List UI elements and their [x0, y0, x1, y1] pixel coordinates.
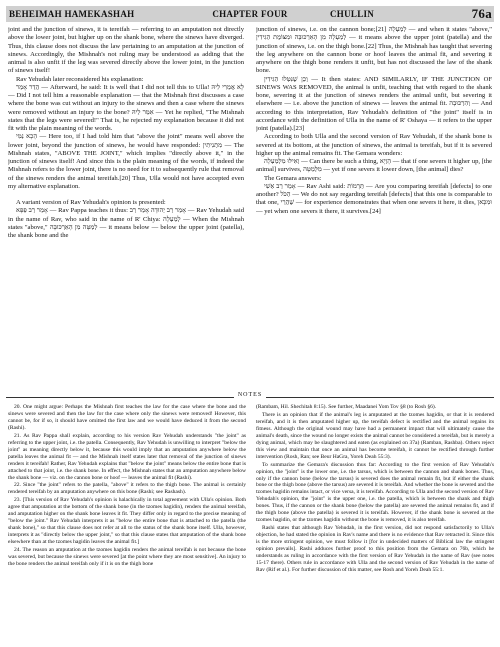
text-paragraph: אָמַר רַב פַּפָּא — Rav Pappa teaches it thus: אָמַר רַב יְהוּדָה אָמַר רַב — Rav Yehudah said in the name of Rav, who said in the name of R' Chiya: לְמַעְלָה — When the Mishnah states "above," לְמַטָּה מִן הָאַרְכּוּבָּה — it means below — below the upper joint (patella), the shank bone and the — [8, 207, 244, 239]
text-paragraph: Rav Yehudah later reconsidered his explanation: — [16, 75, 144, 83]
main-text-left-column — [8, 26, 244, 404]
note-paragraph: There is an opinion that if the animal's leg is amputated at the tzomes hagidin, or that it is rendered tereifah, and it is then amputated higher up, the tereifah defect is rectified and the animal regains its fitness. Although the original wound may have had a permanent impact that will ultimately cause the animal's death, since the wound no longer exists the animal cannot be considered a tereifah, but is merely a dying animal, which may be slaughtered and eaten (as explained on 37a) (Ramban, Rashba). Others reject this view and maintain that once an animal has become tereifah, it cannot be rectified through further intervention (Rosh, Ran; see Beur HaGra, Yoreh Deah 55:3). — [256, 411, 494, 460]
text-paragraph: הֲדַר אָמַר — Afterward, he said: It is well that I did not tell this to Ulla! לָא אֲמַרִי לִיהּ — Did I not tell him a reasonable explanation — that the Mishnah first discusses a case where the bone was cut without an injury to the sinews and then a case where the sinews were removed without an injury to the bone? אִמַּר לֵיהּ — Yet he replied, "The Mishnah states that the legs were severed!" That is, he rejected my explanation because it did not fit with the plain meaning of the words. — [8, 83, 244, 132]
note-paragraph: 24. The reason an amputation at the tzomes hagidin renders the animal tereifah is not because the bone was severed, but because the sinews were severed [at the point where they are most sensitive]. An injury to the bone renders the animal tereifah only if it is on the thigh bone — [8, 547, 246, 567]
note-paragraph: 21. As Rav Pappa shall explain, according to his version Rav Yehudah understands "the joint" as referring to the upper joint, i.e. the patella. Consequently, Rav Yehudah is unwilling to interpret "below the joint" as meaning directly below it, because this would imply that an amputation anywhere below the patella leaves the animal fit — and the Mishnah itself states later that removal of the junction of sinews renders it tereifah! Rather, Rav Yehudah explains that "below the joint" means below the entire bone that is attached to that joint, i.e. the shank bone. In effect, the Mishnah states that an amputation anywhere below the shank bone — viz. on the cannon bone or hoof — leaves the animal fit (Rashi). — [8, 432, 246, 481]
notes-left-column — [8, 404, 246, 644]
notes-heading — [0, 392, 500, 398]
note-paragraph: 23. [This version of Rav Yehudah's opinion is halachically in total agreement with Ulla's opinion. Both agree that amputation at the bottom of the shank bone (in the tzomes hagidin), renders the animal tereifah, and amputation higher on the shank bone leaves it fit. They differ only in regard to the precise meaning of "below the joint." Rav Yehudah interprets it as "below the entire bone that is attached to the patella (the shank bone)," so that this clause does not refer at all to the status of the shank bone itself. Ulla, however, interprets it as "directly below the upper joint," so that this clause states that amputation of the shank bone elsewhere than at the tzomes hagidin leaves the animal fit.] — [8, 497, 246, 546]
note-paragraph: To summarize the Gemara's discussion thus far: According to the first version of Rav Yehudah's opinion, the "joint" is the lower one, i.e. the tarsus, which is between the cannon and shank bones. Thus, only if the cannon bone (below the tarsus) is severed does the animal remain fit, but if either the shank bone or the thigh bone (above the tarsus) are severed it is tereifah. And whether the bone is severed and the tzomes hagidin remains intact, or vice versa, it is tereifah. According to Ulla and the second version of Rav Yehudah's opinion, the "joint" is the upper one, i.e. the patella, which is between the shank and thigh bones. Thus, if the cannon or the shank bone (below the patella) are severed the animal remains fit, and if the thigh bone (above the patella) is severed it is tereifah. However, if the shank bone is severed at the tzomes hagidin, or the tzomes hagidin without the bone is removed, it is also tereifah. — [256, 461, 494, 524]
text-paragraph: junction of sinews, i.e. on the cannon bone;[21] לְמַעְלָה — and when it states "above," לְמַעְלָה מִן הָאַרְכּוּבָּה וּמִצּוֹמֶת הַגִּידִין — it means above the upper joint (patella) and the junction of sinews, i.e. on the thigh bone.[22] Thus, the Mishnah has taught that severing the leg anywhere on the cannon bone or hoof leaves the animal fit, and severing it anywhere on the thigh bone renders it unfit, but has not discussed the law of the shank bone. — [256, 26, 492, 75]
text-paragraph: וְכֵן שֶׁנִּטְּלוּ הַגִּידִין — It then states: AND SIMILARLY, IF THE JUNCTION OF SINEWS WAS REMOVED, the animal is unfit, teaching that with regard to the shank bone, severing it at the junction of sinews renders the animal unfit, but severing it elsewhere — i.e. above the junction of sinews — leaves the animal fit. וְהִרְכּוּבָה — And according to this interpretation, Rav Yehudah's definition of "the joint" itself is in accordance with the definition of Ulla in the name of R' Oshaya — it refers to the upper joint (patella).[23] — [256, 75, 492, 132]
book-title: BEHEIMAH HAMEKASHAH — [9, 9, 135, 19]
tractate-name: CHULLIN — [330, 9, 375, 19]
text-paragraph: וְאִילּוּ מִלְּמַעְלָה — Can there be such a thing, הָוְיָא — that if one severs it higher up, [the animal] survives, מִלְּמַטָּה — yet if one severs it lower down, [the animal] dies? — [256, 158, 492, 174]
text-paragraph: The Gemara answers: — [264, 174, 322, 182]
text-paragraph: הָכָא נַמִּי — Here too, if I had told him that "above the joint" means well above the lower joint, beyond the junction of sinews, he would have responded: מִתְנִיתִין — The Mishnah states, "ABOVE THE JOINT," which implies "directly above it," in the junction of sinews itself! And since this is the plain meaning of the words, if indeed the Mishnah refers to the lower joint, there is no need for it to subsequently rule that removal of the sinews renders the animal tereifah.[20] Thus, Ulla would not have accepted even my alternative explanation. — [8, 133, 244, 190]
note-paragraph: (Rambam, Hil. Shechitah 8:15). See further, Maadanei Yom Tov §8 (to Rosh §6). — [256, 404, 437, 410]
note-paragraph: 20. One might argue: Perhaps the Mishnah first teaches the law for the case where the bone and the sinews were severed and then the law for the case where only the sinews were removed! However, this cannot be, for if so, it should have omitted the first law and we would have deduced it from the second (Rashi). — [8, 404, 246, 431]
note-paragraph: 22. Since "the joint" refers to the patella, "above" it refers to the thigh bone. The animal is certainly rendered tereifah by an amputation anywhere on this bone (Rashi; see Rashash). — [8, 482, 246, 496]
main-text-right-column — [256, 26, 492, 404]
text-paragraph: joint and the junction of sinews, it is tereifah — referring to an amputation not directly above the lower joint, but higher up on the shank bone, where the sinews have diverged. Thus, this clause does not discuss the law pertaining to an amputation at the junction of sinews. Accordingly, the Mishnah's not ruling may be understood as adding that the animal is also unfit if the leg was severed directly above the lower joint, in the junction of sinews itself! — [8, 26, 244, 75]
text-paragraph: אָמַר רַב אַשִׁי — Rav Ashi said: תְּרָמוֹת — Are you comparing tereifah [defects] to one another? הַכֹּל — We do not say regarding tereifah [defects] that this one is comparable to that one, שֶׁהֲרֵי — for experience demonstrates that when one severs it here, it dies, וּמִכָּאן — yet when one severs it there, it survives.[24] — [256, 182, 492, 215]
chapter-title: CHAPTER FOUR — [212, 9, 288, 19]
notes-heading-text: NOTES — [234, 392, 266, 398]
text-paragraph: A variant version of Rav Yehudah's opinion is presented: — [16, 199, 166, 206]
note-paragraph: Rashi states that although Rav Yehudah, in the first version, did not respond satisfactorily to Ulla's objection, he had stated the opinion in Rav's name and there is no evidence that Rav retracted it. Since this is the more stringent opinion, we must follow it [for in undecided matters of Biblical law the stringent opinion prevails]. Rashi adduces further proof to this position from the Gemara on 76b, which he understands as ruling in accordance with the first version of Rav Yehudah in the name of Rav (see notes 15-17 there). Others rule in accordance with Ulla and the second version of Rav Yehudah in the name of Rav (Rif et al.). For further discussion of this matter, see Rosh and Yoreh Deah 55:1. — [256, 525, 494, 573]
folio-number: 76a — [471, 6, 492, 21]
notes-right-column — [256, 404, 494, 644]
text-paragraph: According to both Ulla and the second version of Rav Yehudah, if the shank bone is severed at its bottom, at the junction of sinews, the animal is tereifah, but if it is severed higher up the animal remains fit. The Gemara wonders: — [256, 133, 492, 157]
